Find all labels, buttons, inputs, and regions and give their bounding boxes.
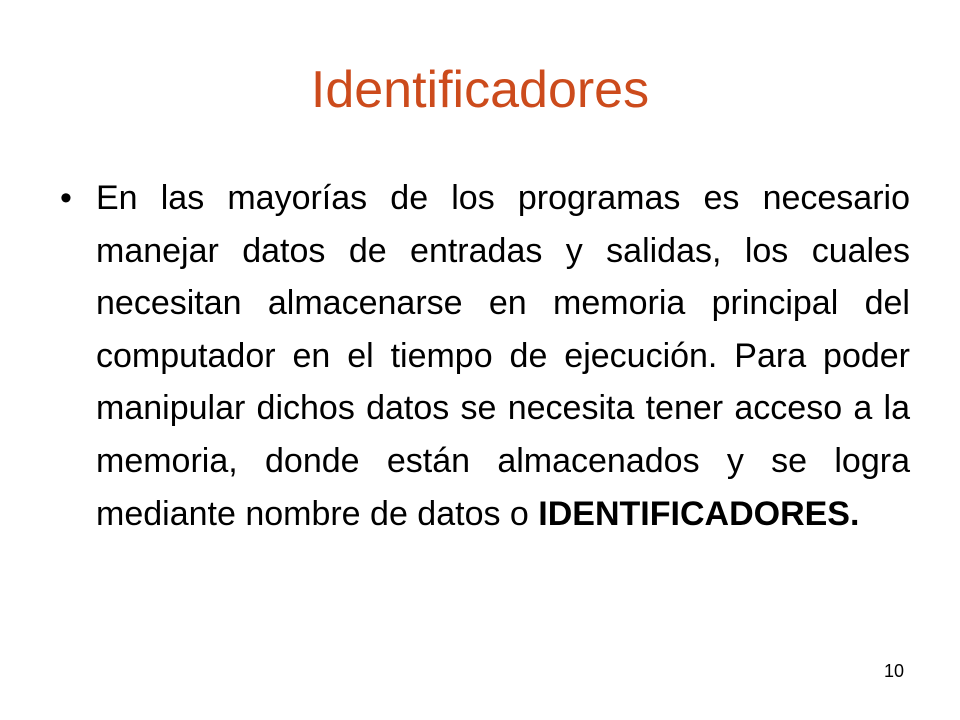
bullet-icon: • <box>60 179 72 217</box>
bullet-item <box>58 172 910 540</box>
bullet-text: En las mayorías de los programas es necesario manejar datos de entradas y salidas, los cuales necesitan almacenarse en memoria principal del computador en el tiempo de ejecución. Para poder manipular dichos datos se necesita tener acceso a la memoria, donde están almacenados y se logra mediante nombre de datos o <box>96 179 910 533</box>
slide-title: Identificadores <box>310 61 650 119</box>
bullet-emphasis: IDENTIFICADORES. <box>538 494 860 533</box>
slide-body <box>58 172 910 540</box>
page-number: 10 <box>883 661 904 681</box>
